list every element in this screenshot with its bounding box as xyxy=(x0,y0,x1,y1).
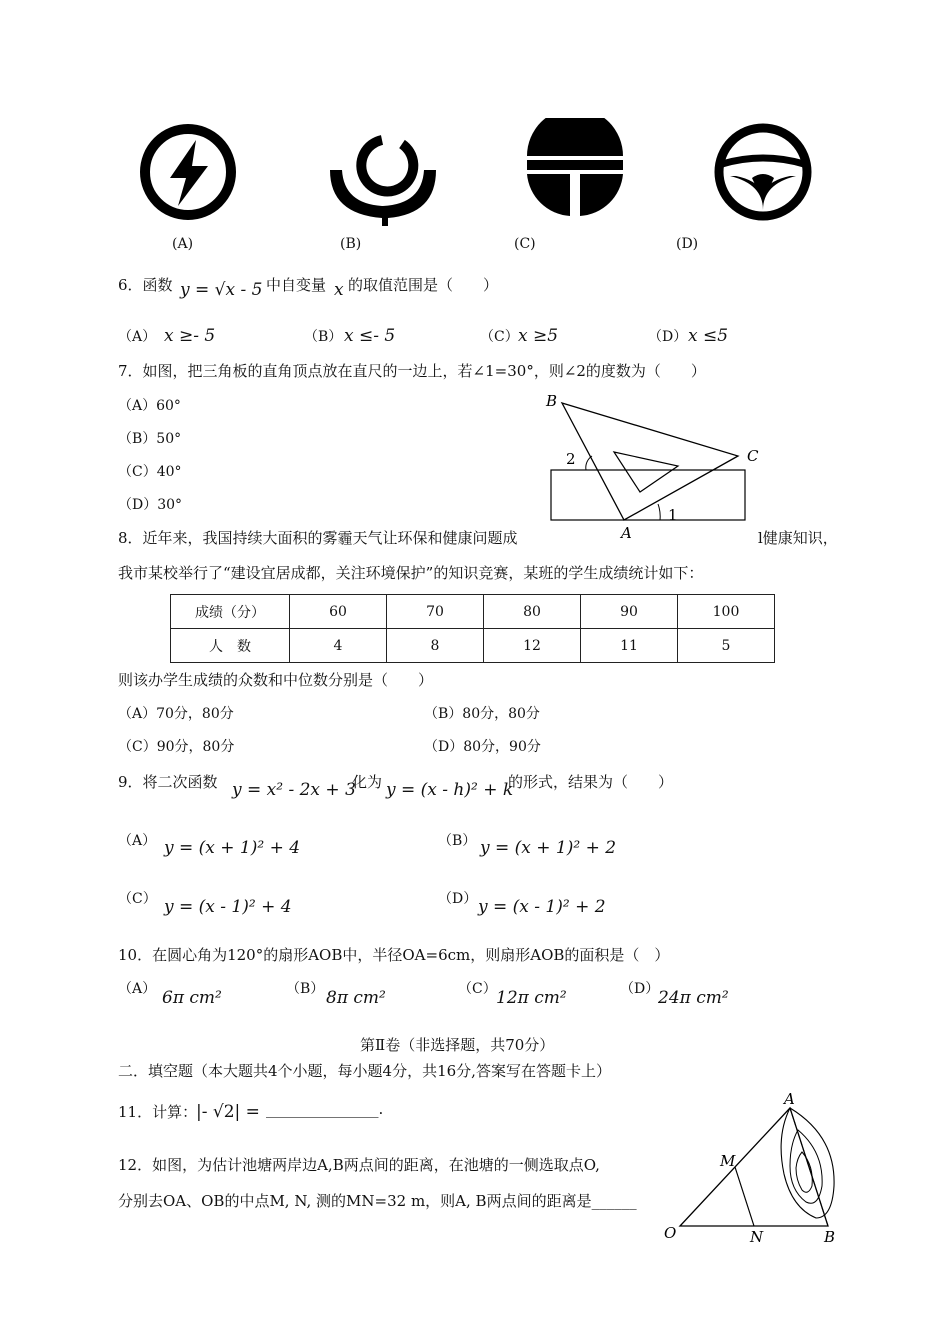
q9-option-c-label: （C） xyxy=(118,891,157,907)
q5-option-b-label: (B) xyxy=(340,236,362,252)
table-cell: 8 xyxy=(387,629,484,663)
q5-option-d-label: (D) xyxy=(676,236,699,252)
q10-option-b-label: （B） xyxy=(286,981,325,997)
q9-option-b-label: （B） xyxy=(438,833,477,849)
q9-option-d-expr: y = (x - 1)² + 2 xyxy=(478,897,606,917)
table-cell: 60 xyxy=(290,595,387,629)
table-cell: 80 xyxy=(484,595,581,629)
q7-label-a: A xyxy=(621,524,632,542)
logo-c-t-circle-icon xyxy=(527,118,623,216)
q12-label-n: N xyxy=(750,1228,764,1246)
q7-ruler-triangle-figure xyxy=(540,388,780,544)
table-cell: 4 xyxy=(290,629,387,663)
q7-label-c: C xyxy=(747,447,759,465)
q8-option-b: （B）80分，80分 xyxy=(424,706,540,722)
q7-option-c: （C）40° xyxy=(118,464,182,480)
q7-label-angle-1: 1 xyxy=(668,506,678,524)
q12-label-a: A xyxy=(784,1090,795,1108)
q9-option-a-expr: y = (x + 1)² + 4 xyxy=(164,838,301,858)
q8-question: 则该办学生成绩的众数和中位数分别是（ ） xyxy=(118,671,434,689)
q7-label-angle-2: 2 xyxy=(566,450,576,468)
q8-option-c: （C）90分，80分 xyxy=(118,739,235,755)
table-cell: 100 xyxy=(678,595,775,629)
logo-d-wheel-heart-icon xyxy=(719,128,807,216)
section-fill-in-heading: 二．填空题（本大题共4个小题，每小题4分，共16分,答案写在答题卡上） xyxy=(118,1062,611,1080)
q7-option-b: （B）50° xyxy=(118,431,182,447)
q8-option-d: （D）80分，90分 xyxy=(424,739,541,755)
q6-option-c-label: （C） xyxy=(480,329,519,345)
q12-line1: 12．如图，为估计池塘两岸边A,B两点间的距离，在池塘的一侧选取点O, xyxy=(118,1156,600,1174)
q12-line2: 分别去OA、OB的中点M, N, 测的MN=32 m，则A, B两点间的距离是______ xyxy=(118,1192,637,1210)
q11-prefix: 11．计算： xyxy=(118,1103,198,1121)
q7-label-b: B xyxy=(546,392,558,410)
q9-option-c-expr: y = (x - 1)² + 4 xyxy=(164,897,292,917)
q8-option-a: （A）70分，80分 xyxy=(118,706,234,722)
q5-option-c-label: (C) xyxy=(514,236,536,252)
q6-stem-prefix: 6．函数 xyxy=(118,276,173,294)
q9-stem-mid: 化为 xyxy=(352,773,383,791)
table-cell: 12 xyxy=(484,629,581,663)
q10-option-d-expr: 24π cm² xyxy=(658,988,729,1008)
q6-option-a-expr: x ≥- 5 xyxy=(164,326,216,346)
q10-option-c-expr: 12π cm² xyxy=(496,988,567,1008)
q10-option-a-label: （A） xyxy=(118,981,157,997)
q6-variable: x xyxy=(334,280,344,300)
q8-stem-line1-b: l健康知识， xyxy=(758,529,838,547)
q10-option-c-label: （C） xyxy=(458,981,497,997)
q6-option-c-expr: x ≥5 xyxy=(518,326,559,346)
q7-stem: 7．如图，把三角板的直角顶点放在直尺的一边上，若∠1=30°，则∠2的度数为（ ） xyxy=(118,362,706,380)
table-cell: 90 xyxy=(581,595,678,629)
table-cell: 5 xyxy=(678,629,775,663)
part2-title: 第Ⅱ卷（非选择题，共70分） xyxy=(360,1036,555,1054)
q9-stem-suffix: 的形式，结果为（ ） xyxy=(508,773,674,791)
q10-option-d-label: （D） xyxy=(620,981,660,997)
logo-a-lightning-icon xyxy=(145,129,231,215)
q8-stem-line2: 我市某校举行了“建设宜居成都，关注环境保护”的知识竞赛，某班的学生成绩统计如下： xyxy=(118,564,704,582)
q5-option-a-label: (A) xyxy=(172,236,194,252)
q5-logo-figures xyxy=(130,118,850,228)
table-cell: 70 xyxy=(387,595,484,629)
table-cell: 成绩（分） xyxy=(171,595,290,629)
q6-option-b-expr: x ≤- 5 xyxy=(344,326,396,346)
q7-option-a: （A）60° xyxy=(118,398,181,414)
q10-stem: 10．在圆心角为120°的扇形AOB中，半径OA=6cm，则扇形AOB的面积是（ ） xyxy=(118,946,670,964)
logo-b-ring-cup-icon xyxy=(330,140,436,226)
q6-option-d-label: （D） xyxy=(648,329,688,345)
q12-label-o: O xyxy=(664,1224,677,1242)
q9-expr1: y = x² - 2x + 3 xyxy=(232,780,356,800)
q6-function: y = √x - 5 xyxy=(180,280,263,300)
q8-stem-line1-a: 8．近年来，我国持续大面积的雾霾天气让环保和健康问题成 xyxy=(118,529,518,547)
q12-pond-figure xyxy=(660,1086,850,1246)
q9-option-d-label: （D） xyxy=(438,891,478,907)
table-cell: 11 xyxy=(581,629,678,663)
table-row xyxy=(171,595,775,629)
table-cell: 人 数 xyxy=(171,629,290,663)
q8-score-table xyxy=(170,594,775,663)
q9-option-b-expr: y = (x + 1)² + 2 xyxy=(480,838,617,858)
table-row xyxy=(171,629,775,663)
q6-option-d-expr: x ≤5 xyxy=(688,326,729,346)
q11-expr: |- √2| = xyxy=(196,1102,260,1122)
q11-answer-blank[interactable]: _______________. xyxy=(266,1100,384,1118)
q6-stem-suffix: 的取值范围是（ ） xyxy=(348,276,499,294)
q6-option-a-label: （A） xyxy=(118,329,157,345)
q6-stem-mid: 中自变量 xyxy=(266,276,327,294)
q6-option-b-label: （B） xyxy=(304,329,343,345)
q9-stem-prefix: 9．将二次函数 xyxy=(118,773,218,791)
q10-option-a-expr: 6π cm² xyxy=(162,988,222,1008)
q12-label-b: B xyxy=(824,1228,836,1246)
q9-option-a-label: （A） xyxy=(118,833,157,849)
q9-expr2: y = (x - h)² + k xyxy=(386,780,514,800)
q7-option-d: （D）30° xyxy=(118,497,183,513)
q12-label-m: M xyxy=(720,1152,736,1170)
q10-option-b-expr: 8π cm² xyxy=(326,988,386,1008)
